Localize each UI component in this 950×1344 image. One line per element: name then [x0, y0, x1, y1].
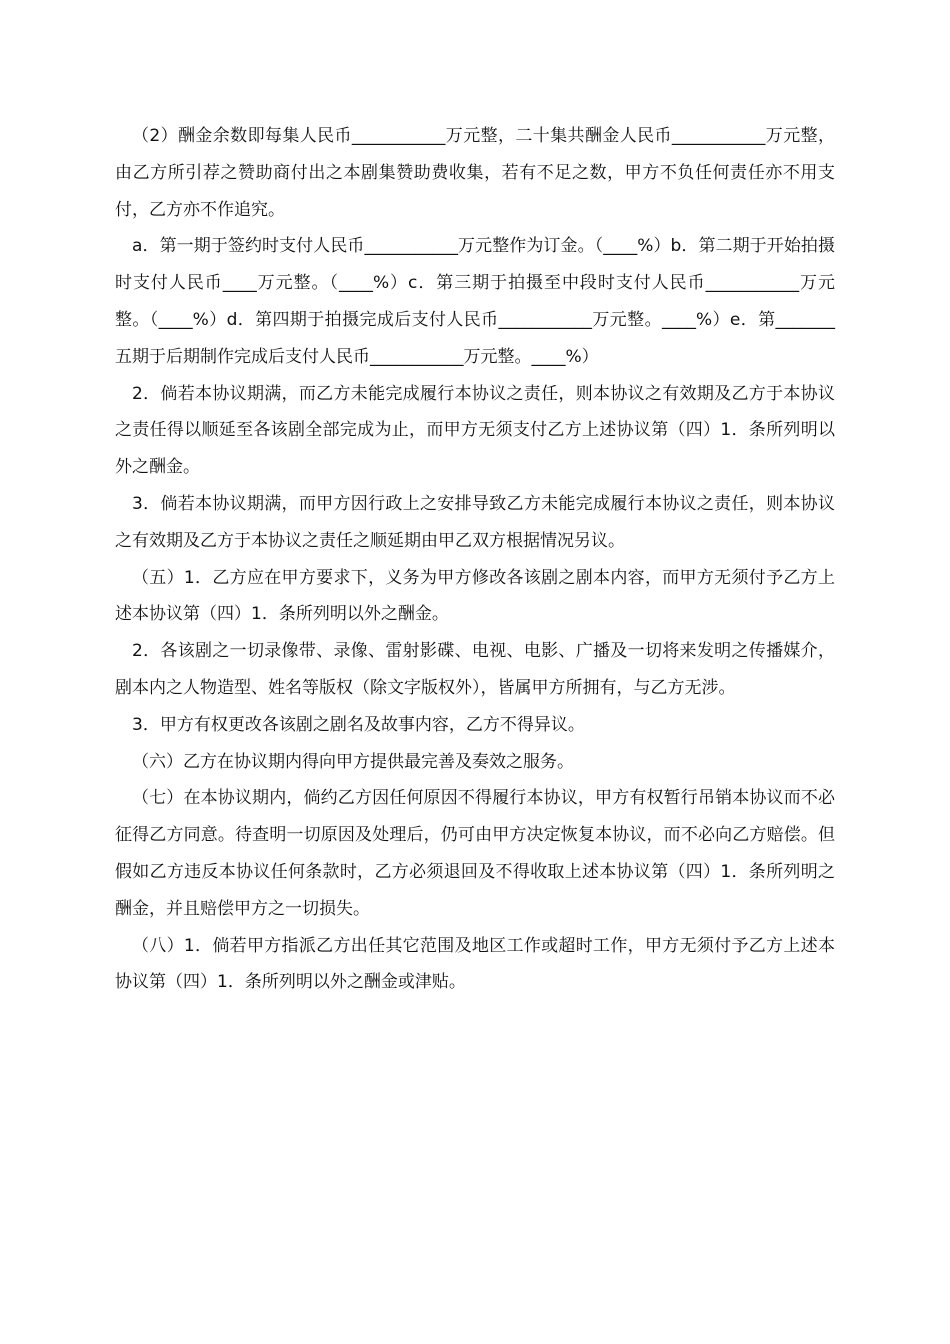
- paragraph-clause-8-1: （八）1．倘若甲方指派乙方出任其它范围及地区工作或超时工作，甲方无须付予乙方上述本协议第（四）1．条所列明以外之酬金或津贴。: [115, 935, 835, 993]
- paragraph-clause-5-1: （五）1．乙方应在甲方要求下，义务为甲方修改各该剧之剧本内容，而甲方无须付予乙方上述本协议第（四）1．条所列明以外之酬金。: [115, 567, 835, 625]
- paragraph-clause-6: （六）乙方在协议期内得向甲方提供最完善及奏效之服务。: [132, 751, 574, 772]
- paragraph-clause-5-2: 2．各该剧之一切录像带、录像、雷射影碟、电视、电影、广播及一切将来发明之传播媒介，剧本内之人物造型、姓名等版权（除文字版权外），皆属甲方所拥有，与乙方无涉。: [115, 641, 835, 698]
- paragraph-remuneration-balance: （2）酬金余数即每集人民币___________万元整，二十集共酬金人民币___________万元整，由乙方所引荐之赞助商付出之本剧集赞助费收集，若有不足之数，甲方不负任何责任亦不用支付，乙方亦不作追究。: [115, 126, 835, 220]
- paragraph-clause-7: （七）在本协议期内，倘约乙方因任何原因不得履行本协议，甲方有权暂行吊销本协议而不必征得乙方同意。待查明一切原因及处理后，仍可由甲方决定恢复本协议，而不必向乙方赔偿。但假如乙方违反本协议任何条款时，乙方必须退回及不得收取上述本协议第（四）1．条所列明之酬金，并且赔偿甲方之一切损失。: [115, 788, 835, 919]
- paragraph-payment-installments: a．第一期于签约时支付人民币___________万元整作为订金。（____%）b．第二期于开始拍摄时支付人民币____万元整。（____%）c．第三期于拍摄至中段时支付人民币___________万元整。（____%）d．第四期于拍摄完成后支付人民币___________万元整。____%）e．第_______五期于后期制作完成后支付人民币___________万元整。____%）: [115, 236, 835, 367]
- paragraph-clause-5-3: 3．甲方有权更改各该剧之剧名及故事内容，乙方不得异议。: [132, 714, 585, 735]
- paragraph-clause-4-3: 3．倘若本协议期满，而甲方因行政上之安排导致乙方未能完成履行本协议之责任，则本协议之有效期及乙方于本协议之责任之顺延期由甲乙双方根据情况另议。: [115, 493, 835, 551]
- paragraph-clause-4-2: 2．倘若本协议期满，而乙方未能完成履行本协议之责任，则本协议之有效期及乙方于本协议之责任得以顺延至各该剧全部完成为止，而甲方无须支付乙方上述协议第（四）1．条所列明以外之酬金。: [115, 383, 835, 478]
- document-body: [115, 118, 835, 1001]
